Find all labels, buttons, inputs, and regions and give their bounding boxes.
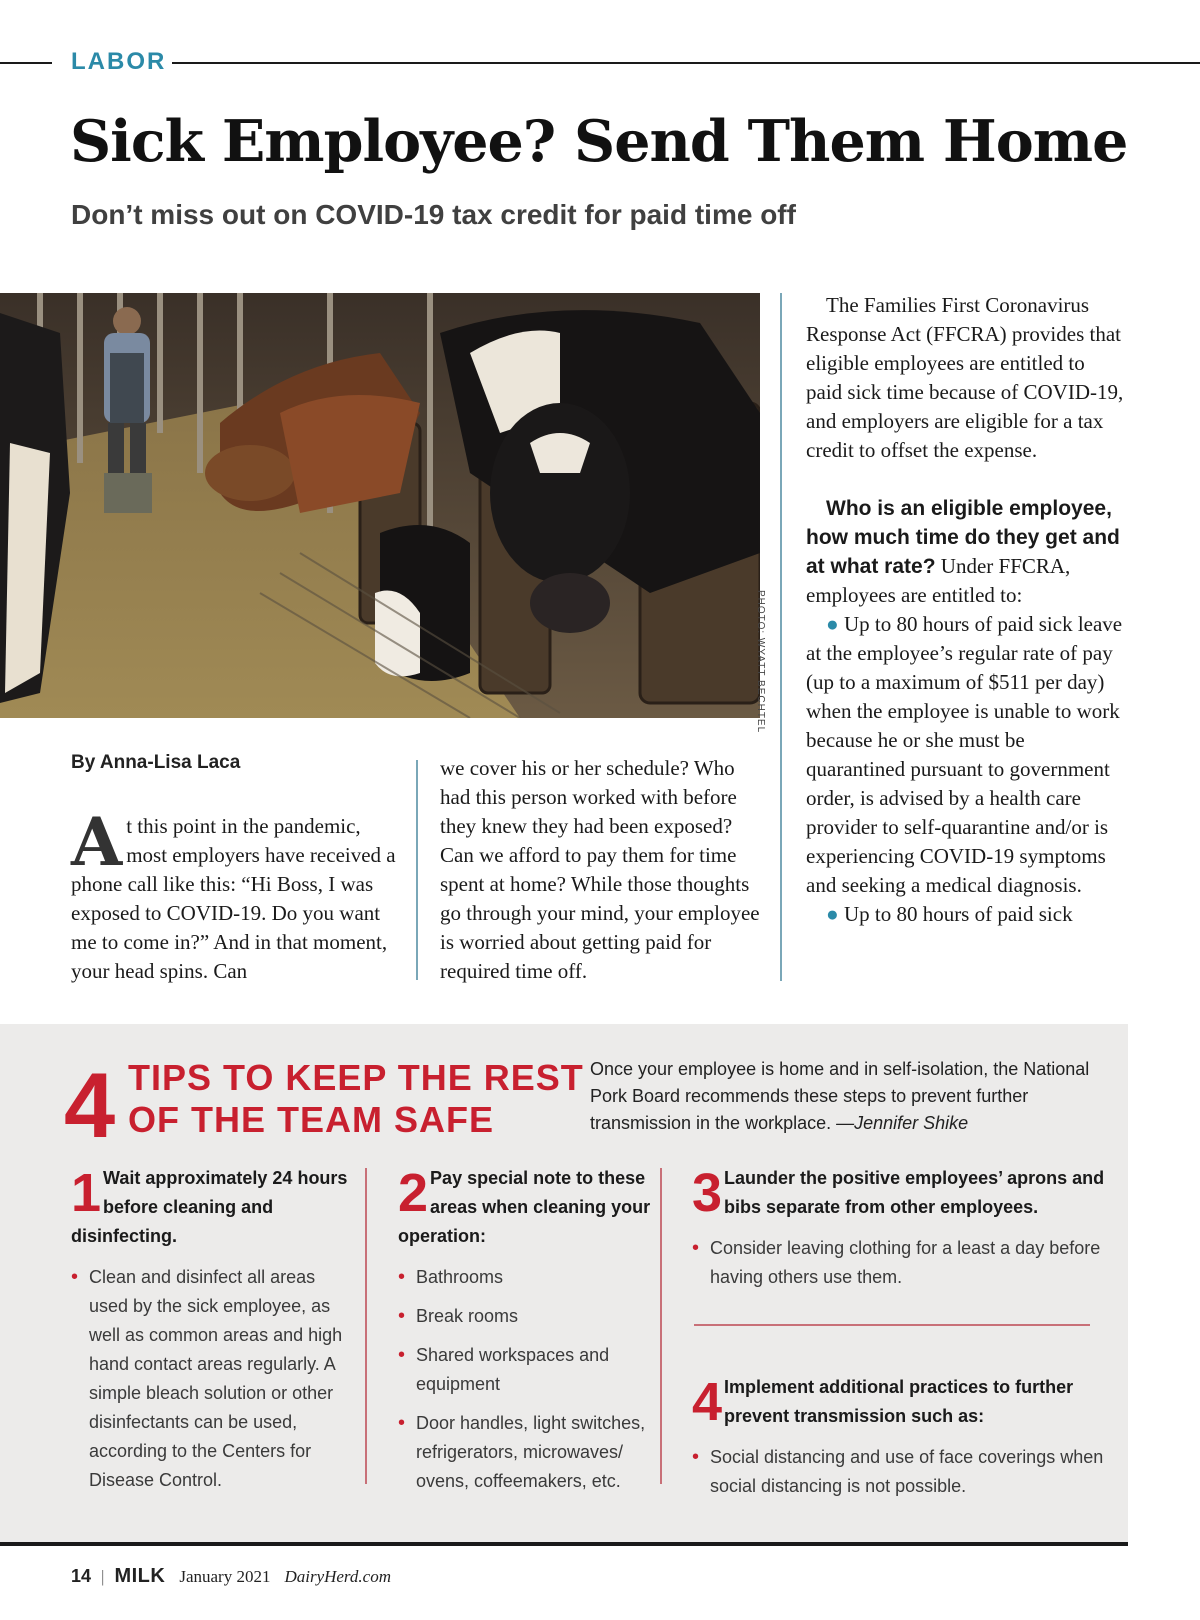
magazine-logo: MILK (114, 1565, 166, 1587)
tip-divider-2 (660, 1168, 662, 1484)
tips-title-line-1: TIPS TO KEEP THE REST (128, 1057, 584, 1098)
tips-title-line-2: OF THE TEAM SAFE (128, 1099, 494, 1140)
eligibility-bullet-2 (806, 900, 1126, 929)
column-divider-right (780, 293, 782, 981)
bullet-dot-icon: ● (826, 612, 844, 636)
section-rule-left (0, 62, 52, 64)
tip-3 (692, 1164, 1112, 1302)
footer-separator: | (101, 1567, 105, 1586)
tip-bullet-list (692, 1234, 1112, 1292)
headline: Sick Employee? Send Them Home (70, 108, 1128, 175)
tip-number: 3 (692, 1163, 723, 1223)
tip-bullet: • Bathrooms (398, 1263, 658, 1292)
tip-bullet: • Door handles, light switches, refrigerators, microwaves/ ovens, coffeemakers, etc. (398, 1409, 658, 1496)
tip-number: 1 (71, 1163, 102, 1223)
tip-divider-horizontal (694, 1324, 1090, 1326)
column-divider-middle (416, 760, 418, 980)
section-rule-right (172, 62, 1200, 64)
tip-1 (71, 1164, 351, 1505)
eligibility-bullet-1-text: Up to 80 hours of paid sick leave at the employee’s regular rate of pay (up to a maximum of $511 per day) when the employee is unable to work because he or she must be quarantined pursuant to government order, is advised by a health care provider to self-quarantine and/or is experiencing COVID-19 symptoms and seeking a medical diagnosis. (806, 612, 1123, 897)
article-column-2 (440, 754, 760, 986)
eligibility-question-tail: Under FFCRA, employees are entitled to: (806, 554, 1071, 607)
tip-bullet-list (692, 1443, 1112, 1501)
subhead: Don’t miss out on COVID-19 tax credit for paid time off (71, 199, 796, 230)
byline: By Anna-Lisa Laca (71, 752, 241, 773)
tips-big-number: 4 (64, 1055, 116, 1157)
photo-credit: PHOTO: WYATT BECHTEL (755, 590, 766, 734)
tip-bullet: • Break rooms (398, 1302, 658, 1331)
tip-heading: Pay special note to these areas when cleaning your operation: (398, 1168, 651, 1246)
tips-bottom-rule (0, 1542, 1128, 1546)
article-intro-paragraph (806, 291, 1126, 465)
tip-divider-1 (365, 1168, 367, 1484)
article-intro-text: The Families First Coronavirus Response Act (FFCRA) provides that eligible employees are entitled to paid sick time because of COVID-19, and employers are eligible for a tax credit to offset the expense. (806, 293, 1124, 462)
eligibility-bullet-1 (806, 610, 1126, 900)
tips-title (128, 1057, 584, 1141)
tips-intro (590, 1056, 1110, 1137)
eligibility-bullet-2-text: Up to 80 hours of paid sick (843, 902, 1073, 926)
tip-number: 2 (398, 1163, 429, 1223)
tip-bullet-list (398, 1263, 658, 1496)
drop-cap: A (71, 803, 123, 881)
page-number: 14 (71, 1566, 92, 1586)
tips-intro-credit: —Jennifer Shike (836, 1113, 969, 1133)
tip-bullet-list (71, 1263, 351, 1495)
tip-heading: Implement additional practices to further prevent transmission such as: (724, 1377, 1074, 1426)
tip-bullet: • Social distancing and use of face coverings when social distancing is not possible. (692, 1443, 1112, 1501)
tip-bullet: • Clean and disinfect all areas used by the sick employee, as well as common areas and high hand contact areas regularly. A simple bleach solution or other disinfectants can be used, according to the Centers for Disease Control. (71, 1263, 351, 1495)
article-column-1 (71, 803, 401, 986)
issue-date: January 2021 (179, 1567, 271, 1586)
tips-intro-text: Once your employee is home and in self-isolation, the National Pork Board recommends these steps to prevent further transmission in the workplace. (590, 1059, 1090, 1133)
eligibility-question: Who is an eligible employee, how much time do they get and at what rate? (806, 497, 1120, 578)
tip-bullet: • Shared workspaces and equipment (398, 1341, 658, 1399)
tip-heading: Wait approximately 24 hours before cleaning and disinfecting. (71, 1168, 348, 1246)
tip-4 (692, 1373, 1112, 1511)
tip-2 (398, 1164, 658, 1506)
section-label: LABOR (71, 48, 167, 75)
website-link[interactable]: DairyHerd.com (284, 1567, 391, 1586)
barn-photo (0, 293, 760, 718)
bullet-dot-icon: ● (826, 902, 844, 926)
article-paragraph-1-text: t this point in the pandemic, most employers have received a phone call like this: “Hi Boss, I was exposed to COVID-19. Do you want me to come in?” And in that moment, your head spins. Can (71, 814, 396, 983)
eligibility-paragraph (806, 494, 1126, 610)
barn-photo-illustration (0, 293, 760, 718)
page-footer (71, 1565, 391, 1588)
article-paragraph-1 (71, 803, 401, 986)
article-paragraph-2: we cover his or her schedule? Who had this person worked with before they knew they had been exposed? Can we afford to pay them for time spent at home? While those thoughts go through your mind, your employee is worried about getting paid for required time off. (440, 756, 760, 983)
article-column-3 (806, 291, 1126, 929)
tip-number: 4 (692, 1372, 723, 1432)
tip-bullet: • Consider leaving clothing for a least a day before having others use them. (692, 1234, 1112, 1292)
tip-heading: Launder the positive employees’ aprons and bibs separate from other employees. (724, 1168, 1105, 1217)
